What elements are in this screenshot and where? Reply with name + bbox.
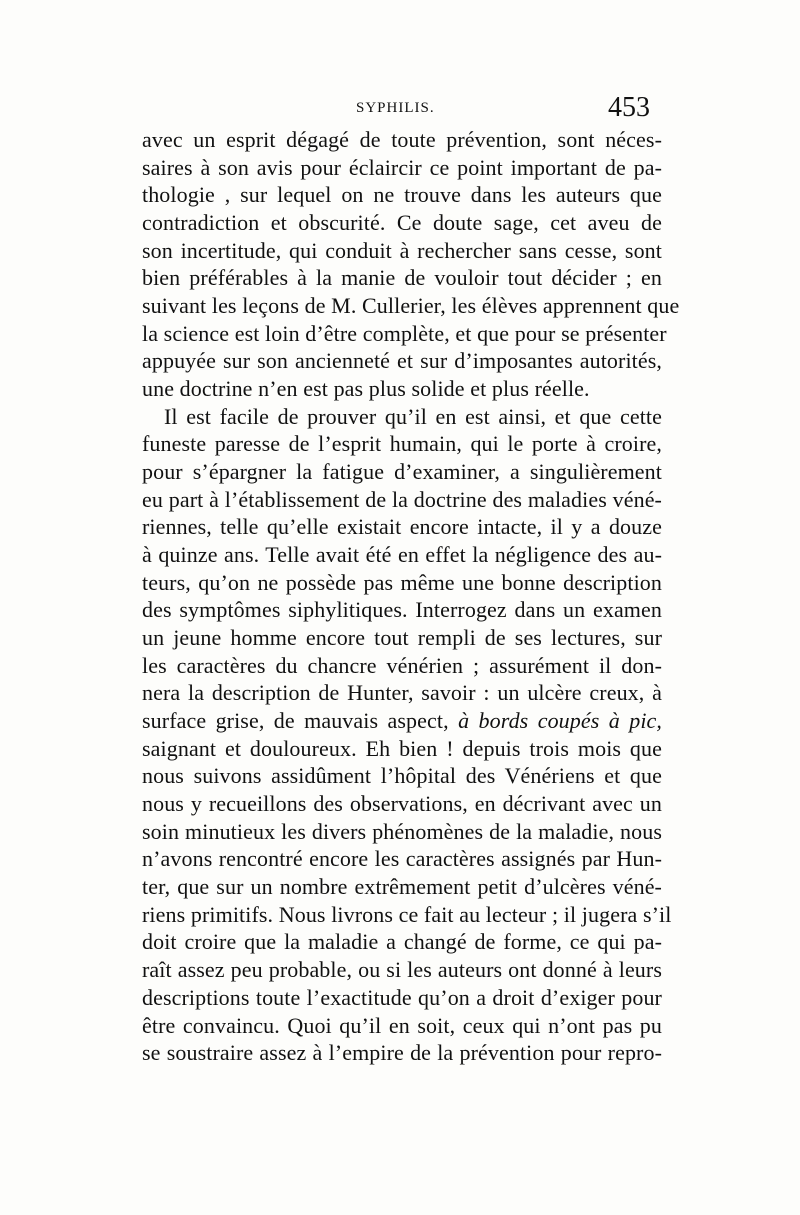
italic-phrase: à bords coupés à pic, xyxy=(458,708,662,734)
text-line: des symptômes siphylitiques. Interrogez dans un examen xyxy=(142,597,662,623)
text-line: eu part à l’établissement de la doctrine des maladies véné- xyxy=(142,486,662,512)
text-line: thologie , sur lequel on ne trouve dans les auteurs que xyxy=(142,182,662,208)
text-line: soin minutieux les divers phénomènes de la maladie, nous xyxy=(142,818,662,844)
text-line: ter, que sur un nombre extrêmement petit d’ulcères véné- xyxy=(142,874,662,900)
text-line: n’avons rencontré encore les caractères assignés par Hun- xyxy=(142,846,662,872)
text-line: suivant les leçons de M. Cullerier, les élèves apprennent que xyxy=(142,293,680,319)
text-line: nera la description de Hunter, savoir : un ulcère creux, à xyxy=(142,680,662,706)
text-line: doit croire que la maladie a changé de forme, ce qui pa- xyxy=(142,929,662,955)
text-line: riens primitifs. Nous livrons ce fait au lecteur ; il jugera s’il xyxy=(142,901,672,927)
running-head xyxy=(150,92,650,126)
text-line-with-italic xyxy=(142,707,662,735)
text-line: appuyée sur son ancienneté et sur d’imposantes autorités, xyxy=(142,348,662,374)
text-line: la science est loin d’être complète, et que pour se présenter xyxy=(142,320,667,346)
page-number: 453 xyxy=(608,92,650,123)
text-line: contradiction et obscurité. Ce doute sage, cet aveu de xyxy=(142,210,662,236)
text-line: son incertitude, qui conduit à rechercher sans cesse, sont xyxy=(142,237,662,263)
text-line-segment: surface grise, de mauvais aspect, xyxy=(142,708,449,734)
text-line: les caractères du chancre vénérien ; assurément il don- xyxy=(142,652,662,678)
text-line: raît assez peu probable, ou si les auteurs ont donné à leurs xyxy=(142,957,662,983)
text-line: se soustraire assez à l’empire de la prévention pour repro- xyxy=(142,1040,662,1066)
running-title: SYPHILIS. xyxy=(356,100,435,116)
text-line: une doctrine n’en est pas plus solide et plus réelle. xyxy=(142,376,590,402)
text-line: Il est facile de prouver qu’il en est ainsi, et que cette xyxy=(164,403,662,429)
text-line: descriptions toute l’exactitude qu’on a droit d’exiger pour xyxy=(142,984,662,1010)
body-text xyxy=(142,126,680,1067)
text-line: à quinze ans. Telle avait été en effet la négligence des au- xyxy=(142,542,662,568)
text-line: riennes, telle qu’elle existait encore intacte, il y a douze xyxy=(142,514,662,540)
text-line: être convaincu. Quoi qu’il en soit, ceux qui n’ont pas pu xyxy=(142,1012,662,1038)
text-line: nous y recueillons des observations, en décrivant avec un xyxy=(142,791,662,817)
text-line: nous suivons assidûment l’hôpital des Vénériens et que xyxy=(142,763,662,789)
text-line: saires à son avis pour éclaircir ce point important de pa- xyxy=(142,154,662,180)
text-line: funeste paresse de l’esprit humain, qui le porte à croire, xyxy=(142,431,662,457)
text-line: pour s’épargner la fatigue d’examiner, a singulièrement xyxy=(142,459,662,485)
text-line: teurs, qu’on ne possède pas même une bonne description xyxy=(142,569,662,595)
text-line: saignant et douloureux. Eh bien ! depuis trois mois que xyxy=(142,735,662,761)
text-line: avec un esprit dégagé de toute prévention, sont néces- xyxy=(142,127,662,152)
text-line: bien préférables à la manie de vouloir tout décider ; en xyxy=(142,265,662,291)
text-line: un jeune homme encore tout rempli de ses lectures, sur xyxy=(142,625,662,651)
